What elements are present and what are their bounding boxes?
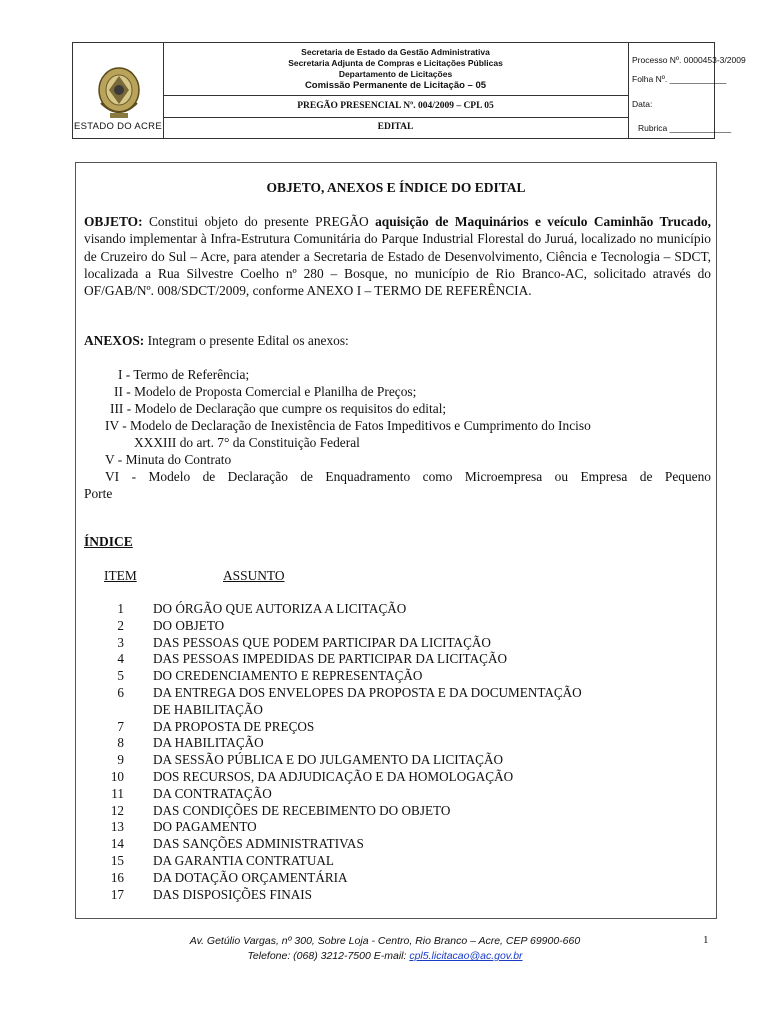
rubrica-field: Rubrica _____________ — [638, 123, 732, 133]
edital-label: EDITAL — [377, 122, 414, 132]
index-item-number: 5 — [117, 668, 124, 684]
annex-item: Porte — [84, 486, 113, 501]
index-item-subject: DAS SANÇÕES ADMINISTRATIVAS — [153, 836, 364, 852]
index-item-subject: DA DOTAÇÃO ORÇAMENTÁRIA — [153, 869, 348, 885]
objeto-text-1: Constitui objeto do presente PREGÃO — [142, 214, 376, 229]
header-line-2: Secretaria Adjunta de Compras e Licitações Públicas — [288, 58, 503, 68]
index-item-subject: DA ENTREGA DOS ENVELOPES DA PROPOSTA E DA DOCUMENTAÇÃO — [153, 685, 582, 700]
data-field: Data: — [632, 99, 653, 109]
col-assunto-header: ASSUNTO — [223, 568, 285, 583]
anexos-text: Integram o presente Edital os anexos: — [144, 333, 349, 348]
index-item-number: 8 — [117, 735, 124, 751]
index-item-subject: DA SESSÃO PÚBLICA E DO JULGAMENTO DA LICITAÇÃO — [153, 752, 504, 768]
header-line-3: Departamento de Licitações — [338, 69, 453, 79]
annex-item: IV - Modelo de Declaração de Inexistência de Fatos Impeditivos e Cumprimento do Inciso — [105, 418, 591, 433]
anexos-paragraph — [84, 332, 711, 349]
footer-phone: Telefone: (068) 3212-7500 E-mail: — [247, 950, 410, 962]
index-item-subject: DAS DISPOSIÇÕES FINAIS — [153, 886, 313, 902]
footer-email-link[interactable]: cpl5.licitacao@ac.gov.br — [409, 950, 523, 962]
index-item-number: 4 — [117, 651, 124, 667]
index-item-number: 6 — [117, 685, 124, 700]
annex-item: I - Termo de Referência; — [118, 367, 250, 382]
objeto-label: OBJETO: — [84, 214, 143, 229]
index-item-number: 16 — [110, 869, 124, 885]
index-item-number: 7 — [117, 718, 124, 734]
annex-item: XXXIII do art. 7° da Constituição Federal — [134, 435, 360, 450]
state-seal-icon — [95, 63, 143, 123]
index-item-number: 13 — [110, 819, 124, 835]
processo-number: Processo Nº. 0000453-3/2009 — [632, 55, 746, 65]
page-number: 1 — [703, 934, 709, 946]
header-line-1: Secretaria de Estado da Gestão Administrativa — [301, 47, 490, 57]
anexos-label: ANEXOS: — [84, 333, 145, 348]
annex-item: VI - Modelo de Declaração de Enquadramento como Microempresa ou Empresa de Pequeno — [105, 469, 711, 484]
objeto-text-2: visando implementar à Infra-Estrutura Comunitária do Parque Industrial Florestal do Juruá, localizado no município de Cruzeiro do Sul – Acre, para atender a Secretaria de Estado de Desenvolvimento, Ciência e Tecnologia – SDCT, localizada a Rua Silvestre Coelho nº 280 – Bosque, no município de Rio Branco-AC, solicitado através do OF/GAB/Nº. 008/SDCT/2009, conforme ANEXO I – TERMO DE REFERÊNCIA. — [84, 231, 711, 299]
index-item-number: 9 — [117, 752, 124, 768]
indice-title: ÍNDICE — [84, 534, 133, 549]
index-item-number: 2 — [117, 617, 124, 633]
folha-field: Folha Nº. ____________ — [632, 74, 727, 84]
index-item-subject: DA HABILITAÇÃO — [153, 735, 264, 751]
index-item-number: 15 — [110, 853, 124, 868]
index-item-number: 3 — [117, 634, 124, 650]
index-item-subject: DO CREDENCIAMENTO E REPRESENTAÇÃO — [153, 668, 423, 684]
footer-address: Av. Getúlio Vargas, nº 300, Sobre Loja - Centro, Rio Branco – Acre, CEP 69900-660 — [189, 935, 581, 947]
edital-content-box — [75, 162, 717, 919]
index-item-subject: DO ÓRGÃO QUE AUTORIZA A LICITAÇÃO — [153, 601, 407, 616]
index-item-subject: DO OBJETO — [153, 617, 225, 633]
footer-contact — [0, 949, 770, 964]
annex-item: III - Modelo de Declaração que cumpre os requisitos do edital; — [110, 401, 447, 416]
index-item-number: 10 — [110, 769, 124, 784]
annex-item: II - Modelo de Proposta Comercial e Planilha de Preços; — [114, 384, 417, 399]
index-item-subject: DA GARANTIA CONTRATUAL — [153, 853, 334, 868]
header-logo-cell — [73, 43, 164, 138]
state-label: ESTADO DO ACRE — [74, 121, 162, 132]
index-item-subject: DAS PESSOAS QUE PODEM PARTICIPAR DA LICITAÇÃO — [153, 634, 491, 650]
col-item-header: ITEM — [104, 568, 137, 583]
index-item-subject: DA PROPOSTA DE PREÇOS — [153, 718, 315, 734]
header-process-cell — [628, 43, 746, 138]
index-item-number: 14 — [110, 836, 124, 852]
index-item-number: 11 — [111, 785, 124, 801]
index-item-subject: DO PAGAMENTO — [153, 819, 257, 835]
objeto-bold-text: aquisição de Maquinários e veículo Caminhão Trucado, — [375, 214, 711, 229]
document-header — [72, 42, 746, 139]
annex-item: V - Minuta do Contrato — [105, 452, 232, 467]
index-item-number: 1 — [117, 601, 124, 616]
objeto-paragraph — [84, 213, 711, 299]
header-line-4: Comissão Permanente de Licitação – 05 — [304, 80, 487, 91]
index-item-subject: DOS RECURSOS, DA ADJUDICAÇÃO E DA HOMOLOGAÇÃO — [153, 769, 514, 784]
index-item-subject: DAS PESSOAS IMPEDIDAS DE PARTICIPAR DA LICITAÇÃO — [153, 651, 508, 667]
index-item-number: 12 — [110, 802, 124, 818]
index-item-subject: DAS CONDIÇÕES DE RECEBIMENTO DO OBJETO — [153, 802, 451, 818]
header-agency-cell — [163, 43, 629, 138]
pregao-number: PREGÃO PRESENCIAL Nº. 004/2009 – CPL 05 — [297, 101, 494, 111]
section-title: OBJETO, ANEXOS E ÍNDICE DO EDITAL — [266, 180, 526, 195]
index-item-subject: DA CONTRATAÇÃO — [153, 785, 272, 801]
index-item-number: 17 — [110, 886, 124, 902]
index-item-subject: DE HABILITAÇÃO — [153, 701, 263, 717]
